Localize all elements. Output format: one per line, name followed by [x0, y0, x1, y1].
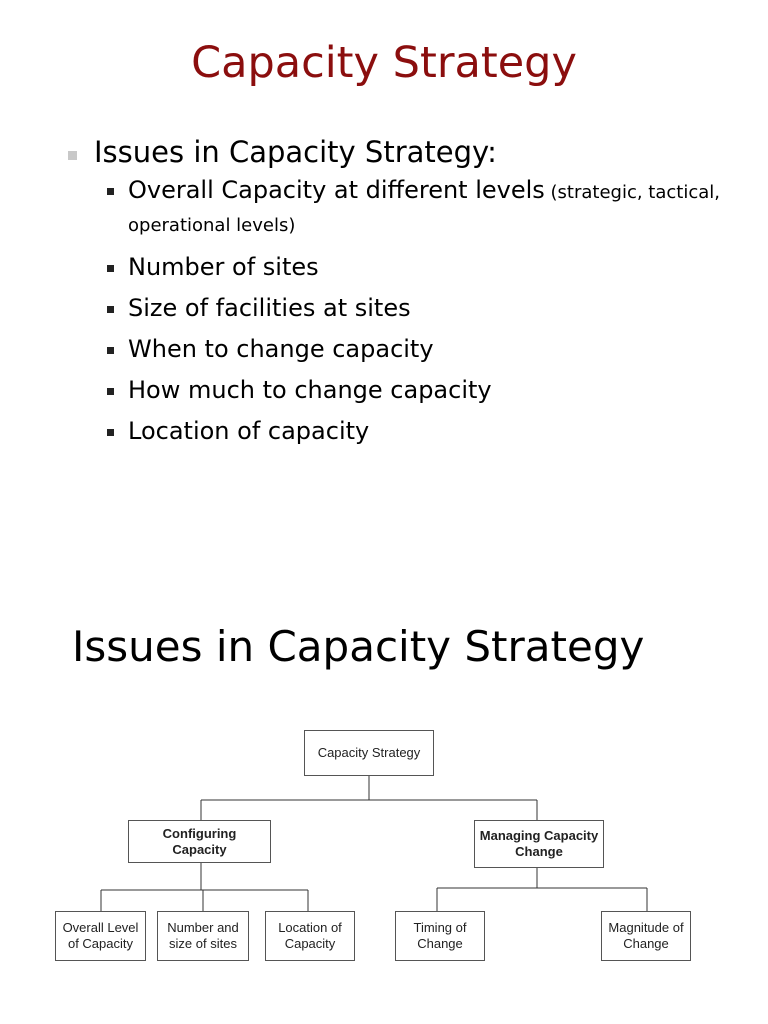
- sub-bullet-text: Overall Capacity at different levels: [128, 176, 545, 204]
- sub-bullet-text: Number of sites: [128, 253, 319, 281]
- node-label: Location of Capacity: [278, 920, 342, 951]
- square-bullet-icon: [107, 429, 114, 436]
- sub-bullet-item: [104, 252, 726, 282]
- square-bullet-icon: [68, 151, 77, 160]
- node-label: Number and size of sites: [167, 920, 239, 951]
- node-label: Timing of Change: [413, 920, 467, 951]
- sub-bullet-text: When to change capacity: [128, 335, 434, 363]
- node-capacity-strategy: [304, 730, 434, 776]
- bullet-list: [66, 133, 726, 457]
- node-label: Capacity Strategy: [317, 745, 421, 760]
- square-bullet-icon: [107, 347, 114, 354]
- slide-title: Capacity Strategy: [191, 38, 577, 88]
- sub-bullet-text: Location of capacity: [128, 417, 370, 445]
- slide2-title: Issues in Capacity Strategy: [72, 622, 645, 671]
- bullet-heading: [66, 133, 726, 446]
- node-label: Managing Capacity Change: [479, 828, 599, 859]
- sub-bullet-item: [104, 334, 726, 364]
- node-number-and-size: [157, 911, 249, 961]
- sub-bullet-text: How much to change capacity: [128, 376, 492, 404]
- sub-bullet-list: [94, 175, 726, 446]
- sub-bullet-item: [104, 416, 726, 446]
- square-bullet-icon: [107, 306, 114, 313]
- node-label: Configuring Capacity: [162, 825, 237, 857]
- node-overall-level: [55, 911, 146, 961]
- node-label: Overall Level of Capacity: [62, 920, 139, 951]
- sub-bullet-note: (strategic, tactical, operational levels): [128, 182, 720, 236]
- node-timing: [395, 911, 485, 961]
- square-bullet-icon: [107, 265, 114, 272]
- node-location: [265, 911, 355, 961]
- bullet-heading-text: Issues in Capacity Strategy:: [94, 135, 497, 169]
- sub-bullet-text: Size of facilities at sites: [128, 294, 411, 322]
- sub-bullet-item: [104, 375, 726, 405]
- square-bullet-icon: [107, 188, 114, 195]
- sub-bullet-item: [104, 293, 726, 323]
- node-managing-capacity-change: [474, 820, 604, 868]
- sub-bullet-item: [104, 175, 726, 241]
- square-bullet-icon: [107, 388, 114, 395]
- node-magnitude: [601, 911, 691, 961]
- node-label: Magnitude of Change: [608, 920, 684, 951]
- node-configuring-capacity: [128, 820, 271, 863]
